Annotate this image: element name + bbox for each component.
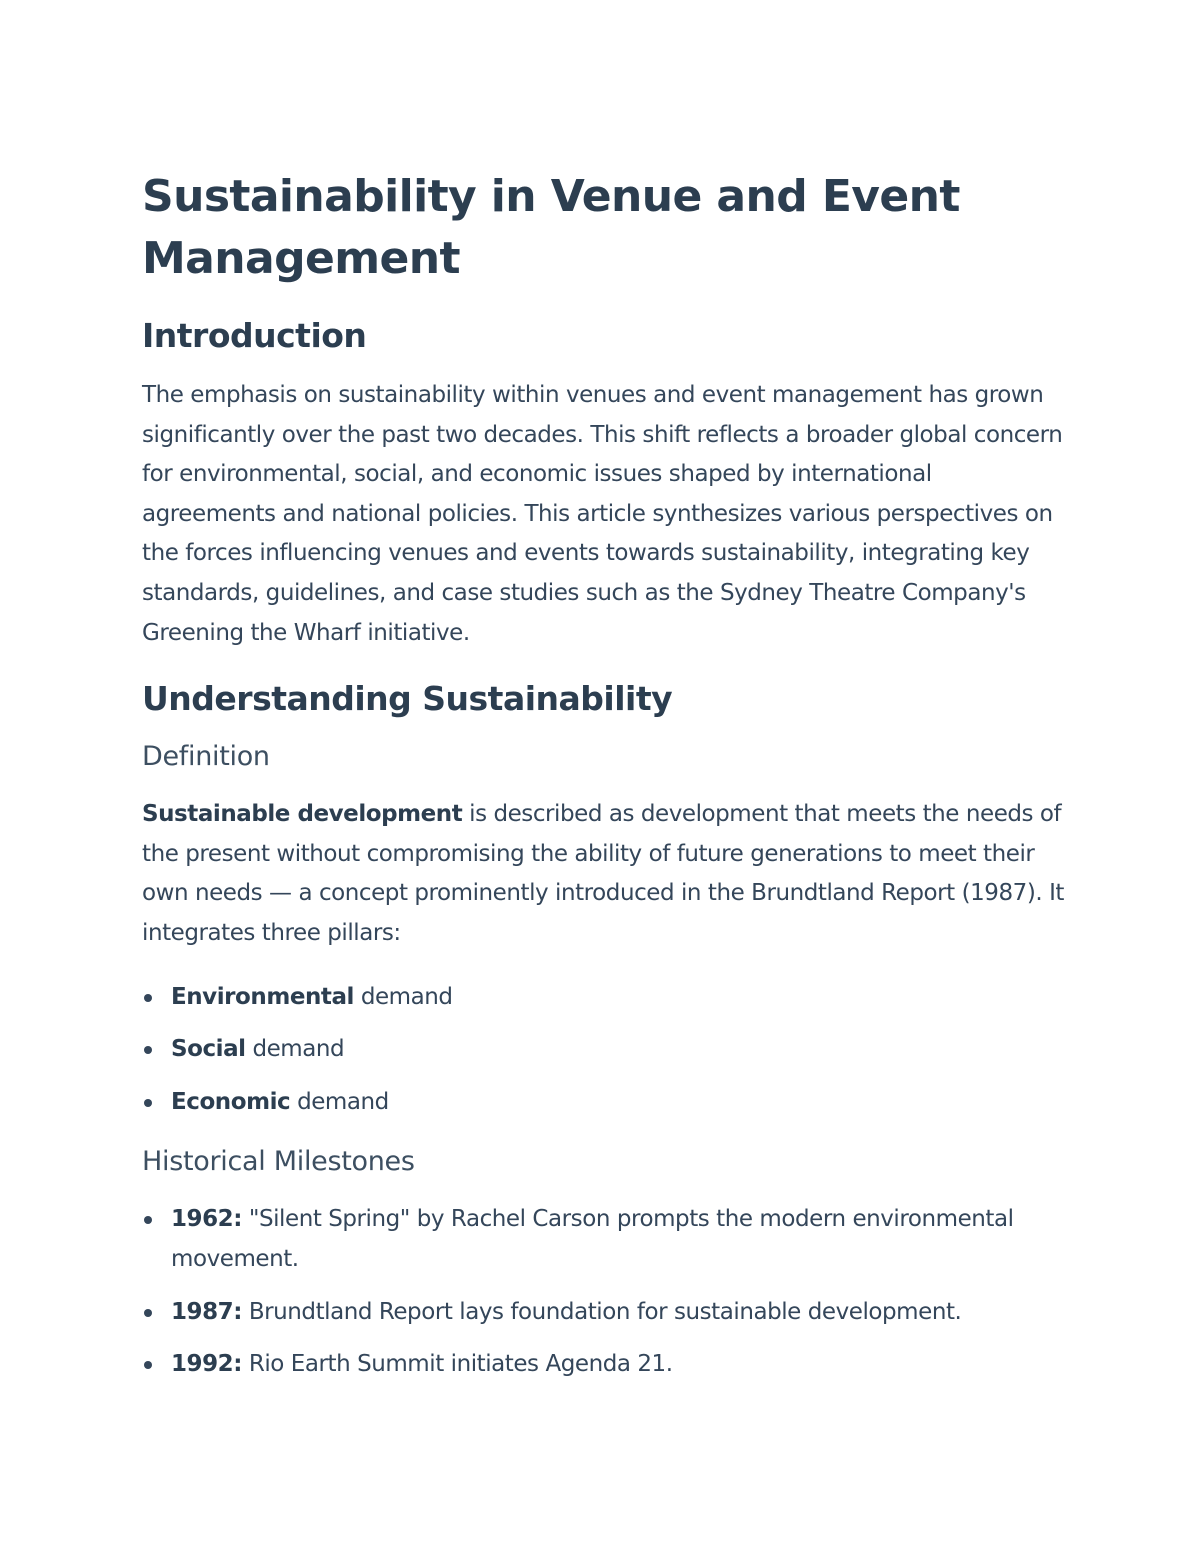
pillar-text: demand — [245, 1036, 345, 1063]
understanding-sustainability-heading: Understanding Sustainability — [142, 679, 673, 719]
document-page — [142, 166, 1072, 1407]
pillar-name: Economic — [171, 1088, 291, 1115]
milestone-year: 1987: — [171, 1298, 242, 1325]
definition-text: is described as development that meets the needs of the present without compromising the ability of future generations to meet their own needs — a concept prominently introduced in the Brundtland Report (1987). It integrates three pillars: — [142, 801, 1064, 946]
milestones-list — [142, 1200, 1072, 1384]
milestone-year: 1962: — [171, 1206, 242, 1233]
historical-milestones-heading: Historical Milestones — [142, 1146, 415, 1178]
list-item — [142, 978, 1072, 1018]
list-item — [142, 1030, 1072, 1070]
definition-paragraph — [142, 795, 1072, 953]
milestone-year: 1992: — [171, 1351, 242, 1378]
introduction-paragraph: The emphasis on sustainability within venues and event management has grown significantly over the past two decades. This shift reflects a broader global concern for environmental, social, and economic issues shaped by international agreements and national policies. This article synthesizes various perspectives on the forces influencing venues and events towards sustainability, integrating key standards, guidelines, and case studies such as the Sydney Theatre Company's Greening the Wharf initiative. — [142, 382, 1063, 646]
bullet-icon — [144, 1361, 152, 1369]
pillars-list — [142, 978, 1072, 1123]
definition-heading: Definition — [142, 741, 270, 773]
list-item — [142, 1345, 1072, 1385]
document-title: Sustainability in Venue and Event Management — [142, 171, 960, 284]
pillar-name: Social — [171, 1036, 246, 1063]
bullet-icon — [144, 1309, 152, 1317]
bullet-icon — [144, 1216, 152, 1224]
bullet-icon — [144, 1099, 152, 1107]
milestone-text: Rio Earth Summit initiates Agenda 21. — [241, 1351, 673, 1378]
milestone-text: "Silent Spring" by Rachel Carson prompts the modern environmental movement. — [171, 1206, 1014, 1272]
definition-term: Sustainable development — [142, 801, 463, 828]
list-item — [142, 1200, 1072, 1279]
introduction-heading: Introduction — [142, 316, 367, 355]
milestone-text: Brundtland Report lays foundation for sustainable development. — [241, 1298, 962, 1325]
bullet-icon — [144, 994, 152, 1002]
pillar-text: demand — [353, 983, 453, 1010]
list-item — [142, 1293, 1072, 1333]
list-item — [142, 1083, 1072, 1123]
pillar-text: demand — [290, 1088, 389, 1115]
bullet-icon — [144, 1046, 152, 1054]
pillar-name: Environmental — [171, 983, 354, 1010]
